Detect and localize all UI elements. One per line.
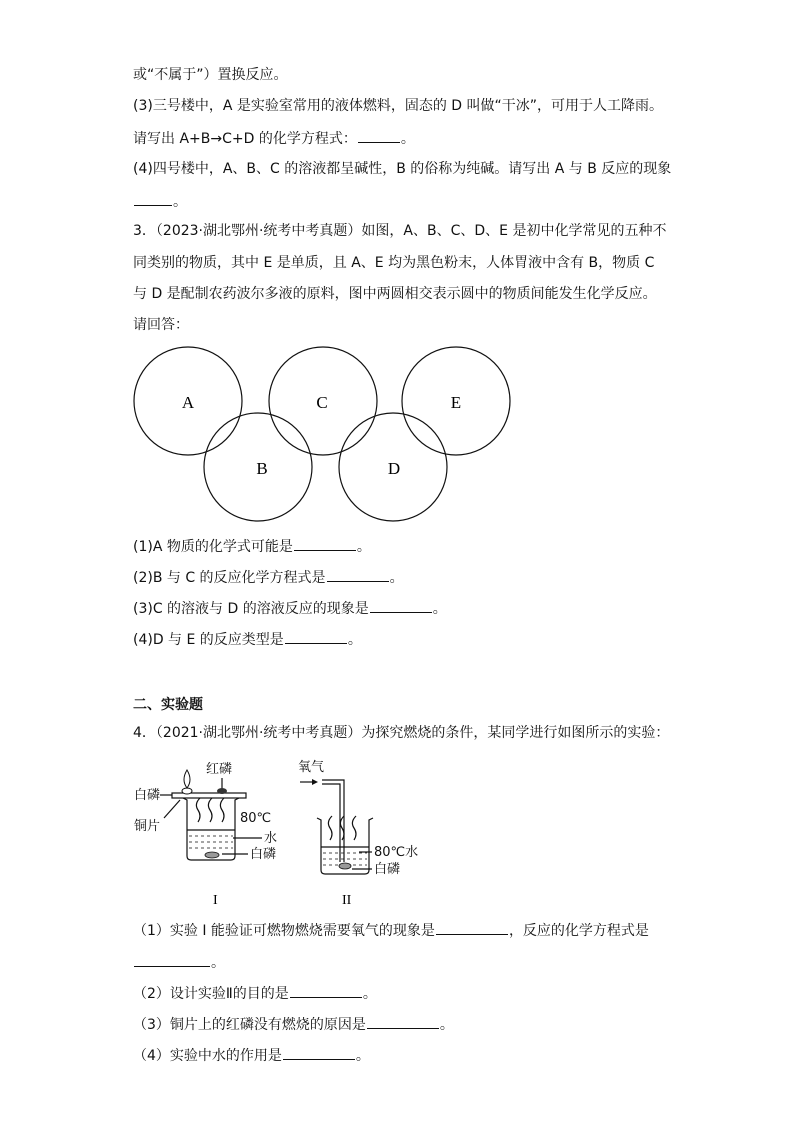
- circle-label-b: B: [256, 459, 268, 478]
- section-title: 二、实验题: [133, 697, 203, 713]
- period: 。: [356, 539, 371, 555]
- label-white-phosphorus-right: 白磷: [374, 862, 401, 877]
- answer-blank[interactable]: [283, 1045, 355, 1060]
- q2-part3-prompt: 请写出 A+B→C+D 的化学方程式：: [133, 131, 357, 147]
- period: 。: [432, 601, 447, 617]
- q4-sub4-text: （4）实验中水的作用是: [133, 1048, 282, 1064]
- q4-sub2: [133, 983, 377, 1003]
- white-phosphorus-underwater-1: [205, 852, 219, 858]
- label-temperature-water: 80℃水: [374, 845, 419, 860]
- label-oxygen: 氧气: [298, 760, 325, 775]
- q3-sub3-text: (3)C 的溶液与 D 的溶液反应的现象是: [133, 601, 369, 617]
- circle-label-c: C: [316, 393, 328, 412]
- answer-blank[interactable]: [367, 1014, 439, 1029]
- label-white-phosphorus-plate: 白磷: [134, 788, 161, 803]
- period: 。: [173, 194, 187, 210]
- answer-blank[interactable]: [134, 952, 210, 967]
- period: 。: [389, 570, 404, 586]
- q3-line2: 同类别的物质，其中 E 是单质，且 A、E 均为黑色粉末，人体胃液中含有 B，物质 C: [133, 255, 655, 271]
- q2-part3-line1: (3)三号楼中，A 是实验室常用的液体燃料，固态的 D 叫做“干冰”，可用于人工降雨。: [133, 98, 664, 114]
- q4-line1: 4．（2021·湖北鄂州·统考中考真题）为探究燃烧的条件，某同学进行如图所示的实验：: [133, 725, 670, 741]
- red-phosphorus: [217, 788, 227, 794]
- q4-sub3-text: （3）铜片上的红磷没有燃烧的原因是: [133, 1017, 366, 1033]
- q2-line-a: 或“不属于”）置换反应。: [133, 67, 288, 83]
- white-phosphorus-underwater-2: [339, 863, 351, 869]
- period: 。: [347, 632, 362, 648]
- q4-sub1-mid: ，反应的化学方程式是: [508, 923, 649, 939]
- label-red-phosphorus: 红磷: [206, 762, 233, 777]
- q3-sub1-text: (1)A 物质的化学式可能是: [133, 539, 293, 555]
- period: 。: [211, 955, 225, 971]
- figure-label-1: I: [213, 893, 218, 908]
- period: 。: [400, 131, 415, 147]
- q3-line3: 与 D 是配制农药波尔多液的原料，图中两圆相交表示圆中的物质间能发生化学反应。: [133, 286, 657, 302]
- arrow-icon: [312, 779, 318, 785]
- q3-sub4-text: (4)D 与 E 的反应类型是: [133, 632, 284, 648]
- answer-blank[interactable]: [290, 983, 362, 998]
- label-copper-plate: 铜片: [134, 819, 161, 834]
- q4-sub1-line1: [133, 920, 649, 940]
- q4-sub1-text: （1）实验 I 能验证可燃物燃烧需要氧气的现象是: [133, 923, 435, 939]
- circle-label-a: A: [181, 393, 195, 412]
- beaker-1: [183, 798, 239, 860]
- period: 。: [355, 1048, 370, 1064]
- q3-line4: 请回答：: [133, 317, 189, 333]
- copper-plate: [172, 793, 246, 798]
- q4-sub2-text: （2）设计实验Ⅱ的目的是: [133, 986, 289, 1002]
- label-temperature: 80℃: [240, 811, 272, 826]
- q4-sub3: [133, 1014, 454, 1034]
- flame-icon: [184, 770, 190, 788]
- answer-blank[interactable]: [436, 920, 508, 935]
- q3-sub2-text: (2)B 与 C 的反应化学方程式是: [133, 570, 326, 586]
- circle-label-e: E: [450, 393, 462, 412]
- q4-sub4: [133, 1045, 370, 1065]
- q3-line1: 3．（2023·湖北鄂州·统考中考真题）如图，A、B、C、D、E 是初中化学常见的五种不: [133, 223, 667, 239]
- white-phosphorus-on-plate: [182, 788, 192, 794]
- label-white-phosphorus-water: 白磷: [250, 847, 277, 862]
- label-water: 水: [264, 831, 278, 846]
- figure-label-2: II: [342, 893, 352, 908]
- period: 。: [362, 986, 377, 1002]
- period: 。: [439, 1017, 454, 1033]
- q4-sub1-line2: [133, 952, 225, 972]
- q2-part4-line1: (4)四号楼中，A、B、C 的溶液都呈碱性，B 的俗称为纯碱。请写出 A 与 B 反应的现象: [133, 161, 672, 177]
- circle-label-d: D: [387, 459, 401, 478]
